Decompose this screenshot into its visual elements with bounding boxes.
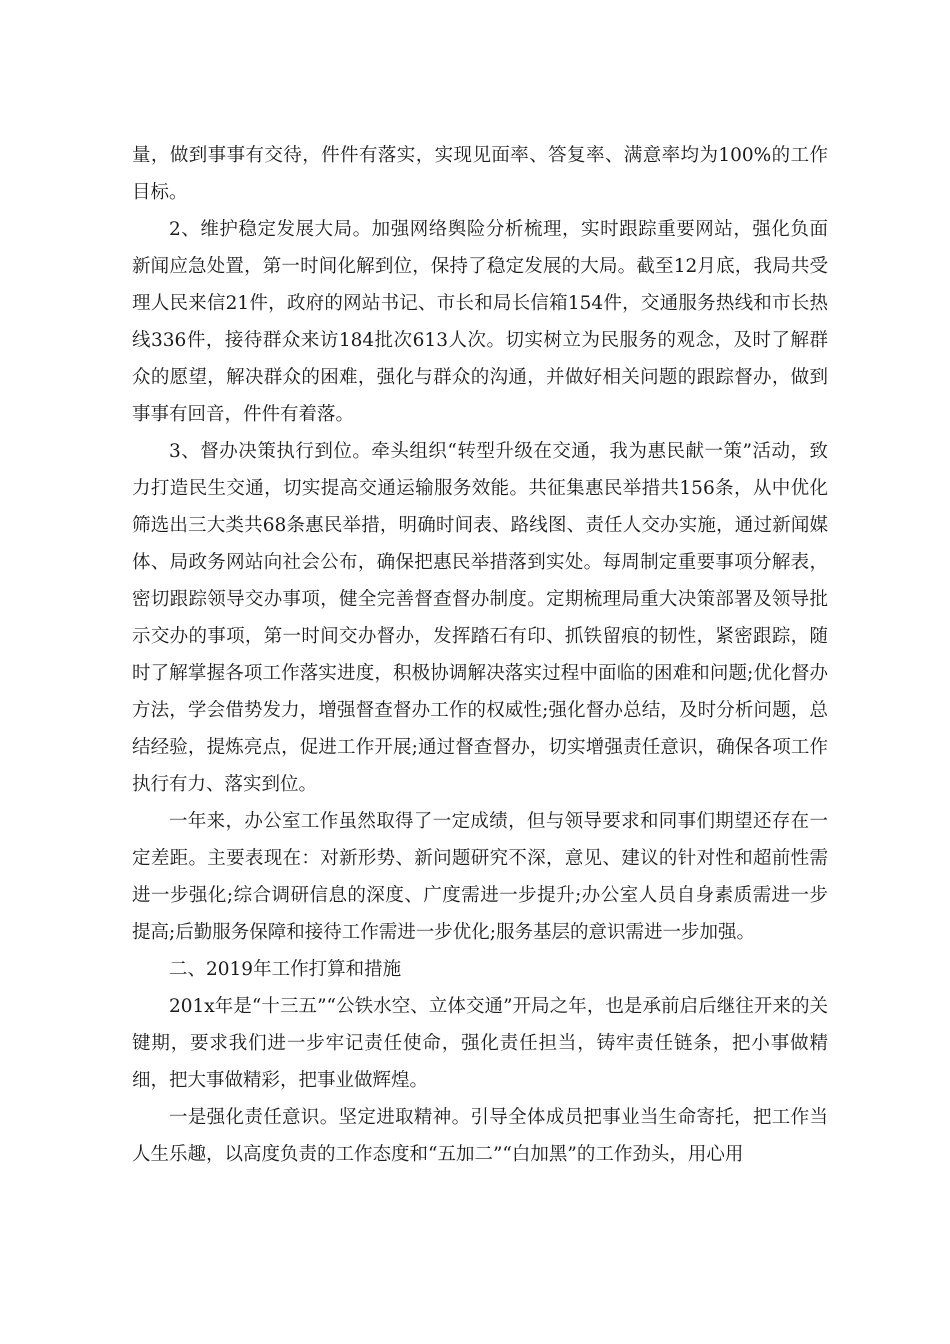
paragraph-year-overview: 201x年是“十三五”“公铁水空、立体交通”开局之年，也是承前启后继往开来的关键期，要求我们进一步牢记责任使命，强化责任担当，铸牢责任链条，把小事做精细，把大事做精彩，把事业做辉煌。 [132,996,828,1091]
paragraph-shortcomings: 一年来，办公室工作虽然取得了一定成绩，但与领导要求和同事们期望还存在一定差距。主要表现在：对新形势、新问题研究不深，意见、建议的针对性和超前性需进一步强化;综合调研信息的深度、广度需进一步提升;办公室人员自身素质需进一步提高;后勤服务保障和接待工作需进一步优化;服务基层的意识需进一步加强。 [132,811,828,943]
paragraph-maintain-stability: 2、维护稳定发展大局。加强网络舆险分析梳理，实时跟踪重要网站，强化负面新闻应急处置，第一时间化解到位，保持了稳定发展的大局。截至12月底，我局共受理人民来信21件，政府的网站书记、市长和局长信箱154件，交通服务热线和市长热线336件，接待群众来访184批次613人次。切实树立为民服务的观念，及时了解群众的愿望，解决群众的困难，强化与群众的沟通，并做好相关问题的跟踪督办，做到事事有回音，件件有着落。 [132,219,828,425]
paragraph-supervise-decisions: 3、督办决策执行到位。牵头组织“转型升级在交通，我为惠民献一策”活动，致力打造民生交通，切实提高交通运输服务效能。共征集惠民举措共156条，从中优化筛选出三大类共68条惠民举措，明确时间表、路线图、责任人交办实施，通过新闻媒体、局政务网站向社会公布，确保把惠民举措落到实处。每周制定重要事项分解表，密切跟踪领导交办事项，健全完善督查督办制度。定期梳理局重大决策部署及领导批示交办的事项，第一时间交办督办，发挥踏石有印、抓铁留痕的韧性，紧密跟踪，随时了解掌握各项工作落实进度，积极协调解决落实过程中面临的困难和问题;优化督办方法，学会借势发力，增强督查督办工作的权威性;强化督办总结，及时分析问题，总结经验，提炼亮点，促进工作开展;通过督查督办，切实增强责任意识，确保各项工作执行有力、落实到位。 [132,441,828,795]
paragraph-continuation: 量，做到事事有交待，件件有落实，实现见面率、答复率、满意率均为100%的工作目标。 [132,145,828,203]
paragraph-responsibility: 一是强化责任意识。坚定进取精神。引导全体成员把事业当生命寄托，把工作当人生乐趣，以高度负责的工作态度和“五加二”“白加黑”的工作劲头，用心用 [132,1107,828,1165]
document-body [132,137,828,1173]
section-heading-2019-plans: 二、2019年工作打算和措施 [169,959,402,980]
